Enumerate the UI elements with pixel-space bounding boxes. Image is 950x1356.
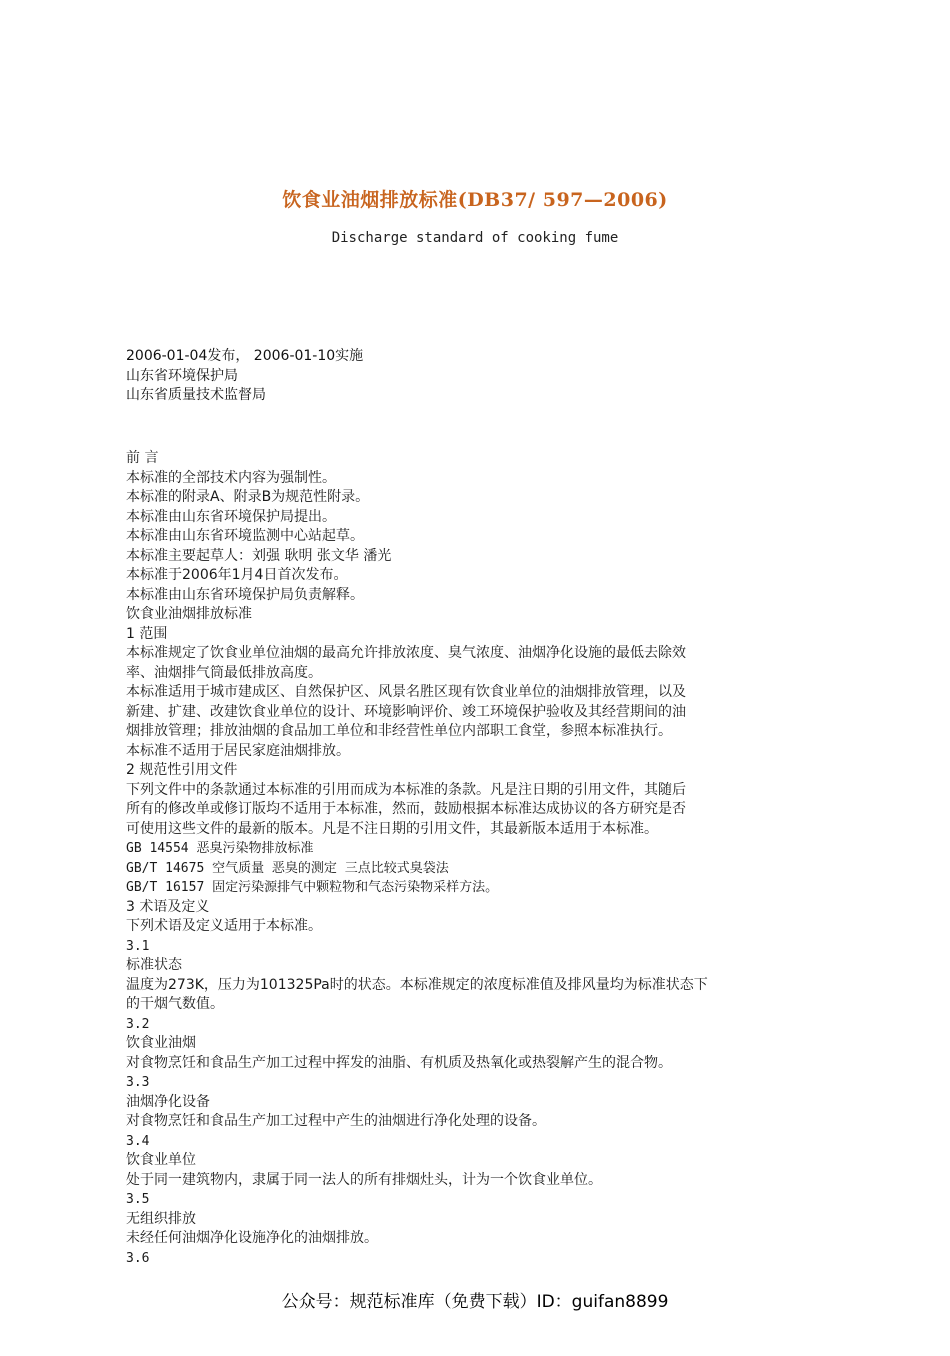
text-line: 烟排放管理；排放油烟的食品加工单位和非经营性单位内部职工食堂，参照本标准执行。 [126, 723, 672, 739]
text-line: 本标准于2006年1月4日首次发布。 [126, 567, 348, 583]
text-line: 本标准适用于城市建成区、自然保护区、风景名胜区现有饮食业单位的油烟排放管理，以及 [126, 684, 686, 700]
term-name: 标准状态 [126, 957, 182, 973]
text-line: 本标准由山东省环境监测中心站起草。 [126, 528, 364, 544]
text-line: 对食物烹饪和食品生产加工过程中挥发的油脂、有机质及热氧化或热裂解产生的混合物。 [126, 1054, 672, 1071]
footer-watermark: 公众号：规范标准库（免费下载）ID：guifan8899 [281, 1292, 669, 1312]
term-name: 饮食业单位 [126, 1152, 196, 1168]
document-title: 饮食业油烟排放标准(DB37/ 597—2006) [282, 189, 668, 211]
text-line: 可使用这些文件的最新的版本。凡是不注日期的引用文件，其最新版本适用于本标准。 [126, 820, 658, 837]
text-line: 本标准规定了饮食业单位油烟的最高允许排放浓度、臭气浓度、油烟净化设施的最低去除效 [126, 645, 686, 661]
section-heading: 2 规范性引用文件 [126, 762, 238, 778]
text-line: 下列文件中的条款通过本标准的引用而成为本标准的条款。凡是注日期的引用文件，其随后 [126, 781, 686, 798]
preface-heading: 前 言 [126, 450, 159, 466]
clause-number: 3.4 [126, 1133, 150, 1149]
text-line: 温度为273K，压力为101325Pa时的状态。本标准规定的浓度标准值及排风量均为标准状态下 [126, 976, 708, 993]
reference-line: GB/T 16157 固定污染源排气中颗粒物和气态污染物采样方法。 [126, 880, 499, 895]
document-body [126, 449, 816, 1268]
reference-line: GB/T 14675 空气质量 恶臭的测定 三点比较式臭袋法 [126, 860, 449, 876]
clause-number: 3.6 [126, 1250, 150, 1266]
text-line: 本标准的附录A、附录B为规范性附录。 [126, 489, 370, 505]
text-line: 新建、扩建、改建饮食业单位的设计、环境影响评价、竣工环境保护验收及其经营期间的油 [126, 703, 686, 720]
publish-dates: 2006-01-04发布， 2006-01-10实施 [126, 348, 364, 364]
text-line: 所有的修改单或修订版均不适用于本标准，然而，鼓励根据本标准达成协议的各方研究是否 [126, 801, 686, 817]
clause-number: 3.3 [126, 1075, 150, 1090]
standard-name: 饮食业油烟排放标准 [126, 606, 252, 622]
section-heading: 1 范围 [126, 625, 168, 642]
text-line: 率、油烟排气筒最低排放高度。 [126, 664, 322, 681]
term-name: 饮食业油烟 [126, 1035, 196, 1051]
text-line: 本标准不适用于居民家庭油烟排放。 [126, 742, 350, 759]
document-subtitle: Discharge standard of cooking fume [331, 230, 619, 246]
publication-info [126, 347, 363, 406]
text-line: 的干烟气数值。 [126, 996, 224, 1012]
text-line: 本标准的全部技术内容为强制性。 [126, 469, 336, 486]
clause-number: 3.5 [126, 1192, 150, 1207]
text-line: 本标准主要起草人：刘强 耿明 张文华 潘光 [126, 547, 392, 564]
text-line: 处于同一建筑物内，隶属于同一法人的所有排烟灶头，计为一个饮食业单位。 [126, 1171, 602, 1188]
issuer-quality-bureau: 山东省质量技术监督局 [126, 387, 266, 403]
clause-number: 3.1 [126, 938, 150, 954]
text-line: 对食物烹饪和食品生产加工过程中产生的油烟进行净化处理的设备。 [126, 1113, 546, 1129]
text-line: 未经任何油烟净化设施净化的油烟排放。 [126, 1230, 378, 1246]
text-line: 本标准由山东省环境保护局提出。 [126, 508, 336, 525]
issuer-environmental-bureau: 山东省环境保护局 [126, 367, 238, 384]
term-name: 油烟净化设备 [126, 1093, 210, 1110]
text-line: 下列术语及定义适用于本标准。 [126, 918, 322, 934]
term-name: 无组织排放 [126, 1210, 196, 1227]
text-line: 本标准由山东省环境保护局负责解释。 [126, 586, 364, 603]
section-heading: 3 术语及定义 [126, 898, 210, 915]
clause-number: 3.2 [126, 1016, 150, 1032]
reference-line: GB 14554 恶臭污染物排放标准 [126, 841, 314, 856]
